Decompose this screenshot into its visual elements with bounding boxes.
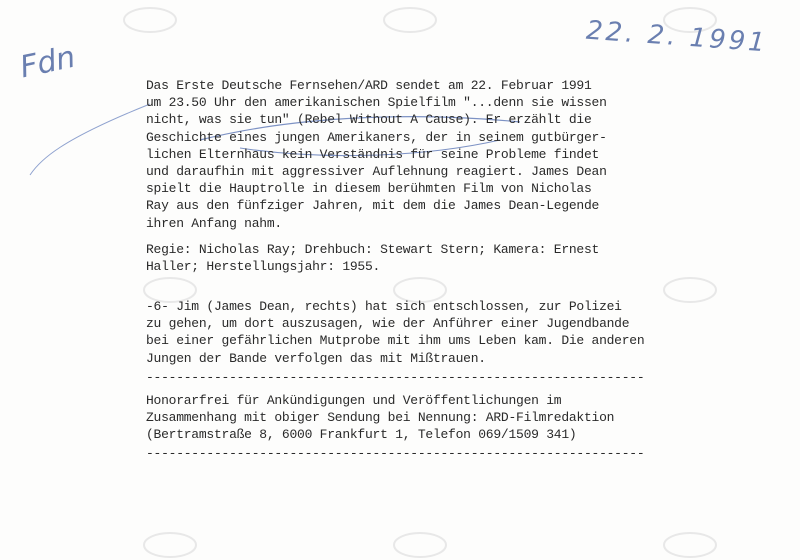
copyright-notice-paragraph: Honorarfrei für Ankündigungen und Veröffentlichungen im Zusammenhang mit obiger Sendung bei Nennung: ARD-Filmredaktion (Bertramstraße 8, 6000 Frankfurt 1, Telefon 069/1509 341) <box>146 393 615 443</box>
handwritten-date: 22. 2. 1991 <box>585 15 769 59</box>
film-description-paragraph: Das Erste Deutsche Fernsehen/ARD sendet am 22. Februar 1991 um 23.50 Uhr den amerikanischen Spielfilm "...denn sie wissen nicht, was sie tun" (Rebel Without A Cause). Er erzählt die Geschichte eines jungen Amerikaners, der in seinem gutbürger- lichen Elternhaus kein Verständnis für seine Probleme findet und daraufhin mit aggressiver Auflehnung reagiert. James Dean spielt die Hauptrolle in diesem berühmten Film von Nicholas Ray aus den fünfziger Jahren, mit dem die James Dean-Legende ihren Anfang nahm. <box>146 78 607 231</box>
handwritten-initials: Fdn <box>16 39 79 86</box>
photo-caption-paragraph: -6- Jim (James Dean, rechts) hat sich entschlossen, zur Polizei zu gehen, um dort auszusagen, wie der Anführer einer Jugendbande bei einer gefährlichen Mutprobe mit ihm ums Leben kam. Die anderen Jungen der Bande verfolgen das mit Mißtrauen. <box>146 299 645 366</box>
dashed-separator-top: ------------------------------------------------------------------ <box>146 370 645 385</box>
film-credits-paragraph: Regie: Nicholas Ray; Drehbuch: Stewart Stern; Kamera: Ernest Haller; Herstellungsjahr: 1955. <box>146 242 600 275</box>
dashed-separator-bottom: ------------------------------------------------------------------ <box>146 446 645 461</box>
